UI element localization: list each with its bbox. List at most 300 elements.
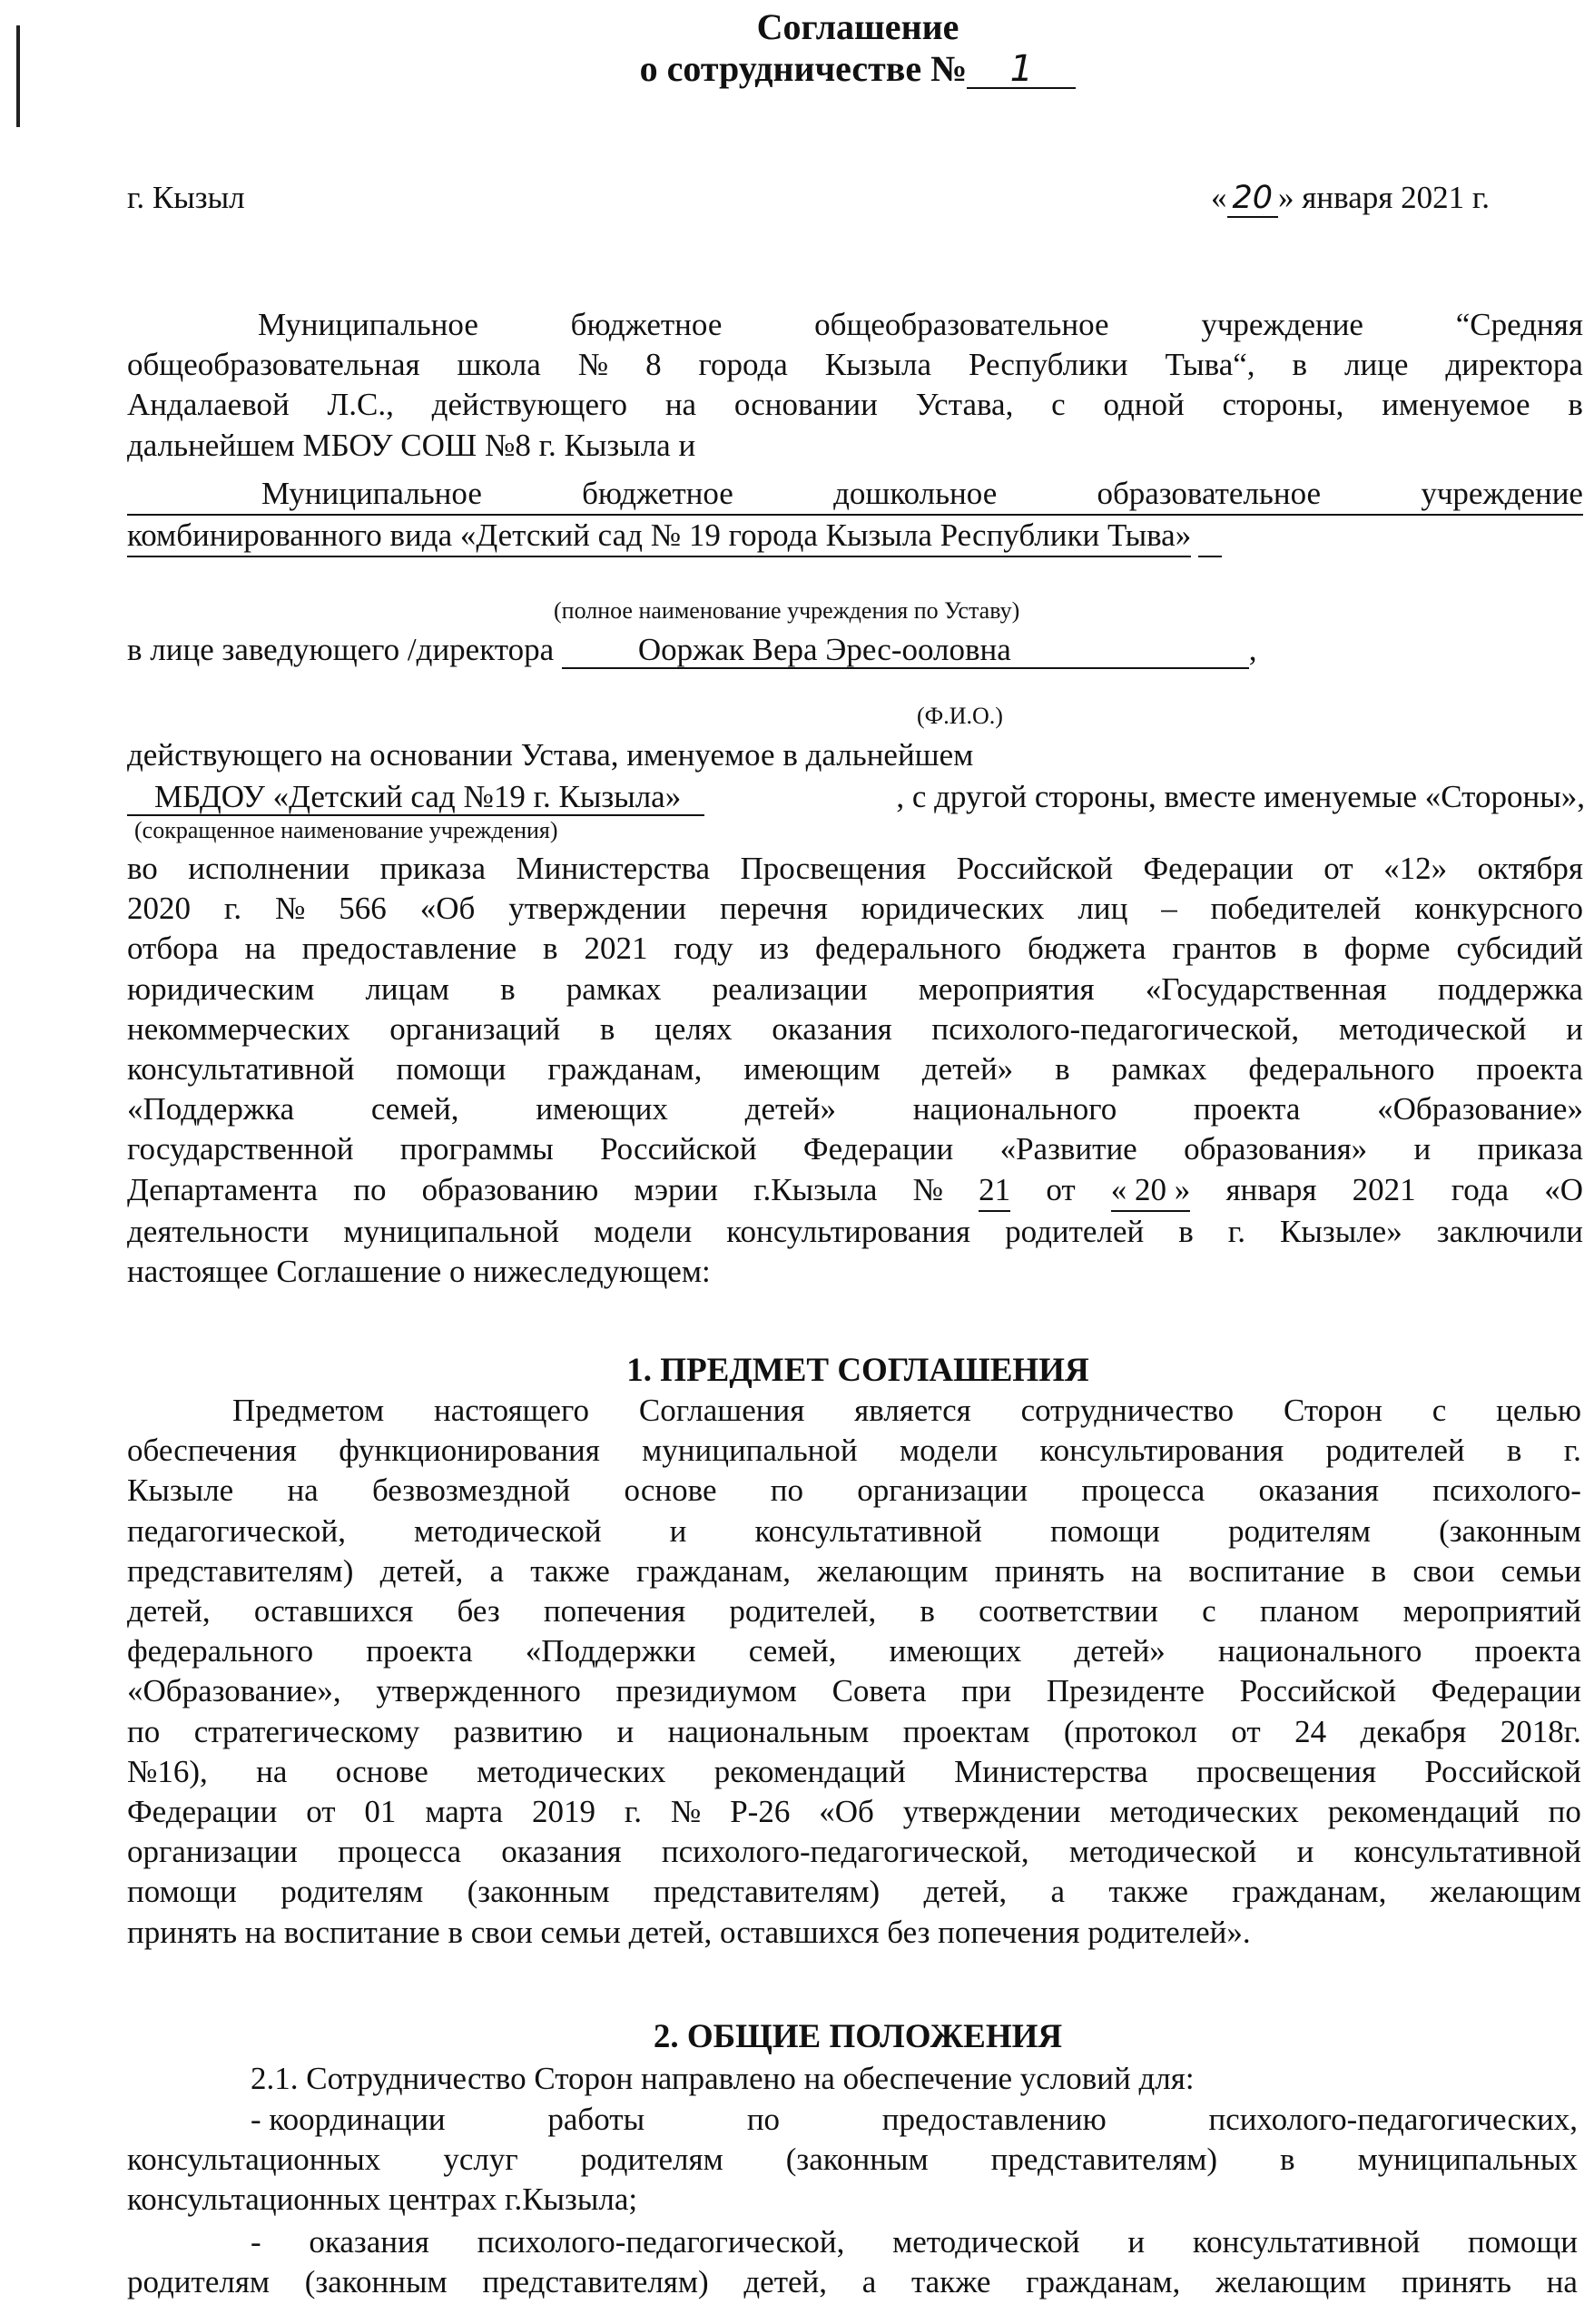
word: 2019 bbox=[531, 1794, 595, 1830]
word: года bbox=[1451, 1171, 1510, 1207]
section1-line bbox=[127, 1671, 1581, 1711]
date-day: 20 bbox=[1227, 180, 1279, 218]
word: “Средняя bbox=[1455, 307, 1583, 342]
word: организации bbox=[857, 1472, 1028, 1509]
word: учреждение bbox=[1201, 307, 1363, 342]
preamble-body bbox=[127, 849, 1583, 1292]
word: просвещения bbox=[1196, 1753, 1377, 1789]
word: Предметом bbox=[232, 1393, 385, 1428]
section1-line bbox=[127, 1913, 1581, 1953]
word: из bbox=[759, 931, 790, 967]
word: №16), bbox=[127, 1753, 208, 1789]
word: Министерства bbox=[516, 851, 711, 886]
word: гражданам, bbox=[635, 1552, 792, 1589]
section1-line bbox=[127, 1512, 1581, 1551]
word: муниципальной bbox=[343, 1213, 559, 1249]
word: в bbox=[543, 931, 558, 967]
word: (законным bbox=[785, 2142, 929, 2178]
word: предоставлению bbox=[881, 2102, 1107, 2137]
word: проекта bbox=[1193, 1091, 1301, 1128]
word: Кызыле bbox=[127, 1472, 234, 1509]
word: Президенте bbox=[1046, 1673, 1205, 1709]
word: Совета bbox=[831, 1673, 927, 1709]
word: во bbox=[127, 851, 158, 886]
word: муниципальных bbox=[1357, 2142, 1578, 2178]
word: рамках bbox=[1111, 1051, 1207, 1088]
word: марта bbox=[425, 1794, 504, 1830]
word: Устава, bbox=[915, 387, 1014, 423]
word: рекомендаций bbox=[713, 1753, 906, 1789]
word: основе bbox=[335, 1753, 428, 1789]
date bbox=[1211, 178, 1490, 218]
word: консультативной bbox=[127, 1051, 355, 1088]
word: Кызыле» bbox=[1280, 1213, 1402, 1249]
word: на bbox=[244, 931, 276, 967]
short-name: МБДОУ «Детский сад №19 г. Кызыла» bbox=[127, 779, 704, 816]
word: «Развитие bbox=[999, 1131, 1137, 1167]
date-quote-open: « bbox=[1211, 180, 1227, 215]
word: утверждении bbox=[508, 891, 687, 927]
word: «О bbox=[1544, 1171, 1583, 1207]
word: федерального bbox=[815, 931, 1002, 967]
preamble-line-text: дальнейшем МБОУ СОШ №8 г. Кызыла и bbox=[127, 427, 696, 463]
word: мероприятия bbox=[918, 970, 1095, 1007]
word: консультационных bbox=[127, 2142, 381, 2178]
word: является bbox=[854, 1393, 971, 1428]
section1-line bbox=[127, 1631, 1581, 1671]
word: детей» bbox=[1074, 1633, 1166, 1669]
word: национального bbox=[912, 1091, 1117, 1128]
word: основе bbox=[624, 1472, 717, 1509]
party2-full-name bbox=[127, 474, 1583, 557]
word: «Об bbox=[419, 891, 476, 927]
word: методической bbox=[892, 2224, 1080, 2260]
word: также bbox=[1108, 1874, 1188, 1910]
word: Муниципальное bbox=[261, 476, 482, 511]
word: исполнении bbox=[188, 851, 350, 886]
word: № bbox=[577, 347, 609, 383]
word: по bbox=[353, 1171, 387, 1207]
word: педагогической, bbox=[127, 1512, 346, 1549]
word: декабря bbox=[1360, 1713, 1467, 1749]
word: детей, bbox=[743, 2264, 828, 2300]
word: представителям) bbox=[653, 1874, 881, 1910]
word: на bbox=[664, 387, 697, 423]
word: Муниципальное bbox=[258, 307, 478, 342]
word: 24 bbox=[1294, 1713, 1327, 1749]
word: безвозмездной bbox=[371, 1472, 571, 1509]
word: конкурсного bbox=[1414, 891, 1583, 927]
acting-line: действующего на основании Устава, именуемое в дальнейшем bbox=[127, 737, 974, 773]
head-prefix: в лице заведующего /директора bbox=[127, 632, 555, 667]
word: представителям) bbox=[990, 2142, 1218, 2178]
word: желающим bbox=[817, 1552, 969, 1589]
word: на bbox=[1131, 1552, 1163, 1589]
word: родителям bbox=[127, 2264, 271, 2300]
word: мэрии bbox=[634, 1171, 718, 1207]
word: рамках bbox=[566, 970, 662, 1007]
word: Л.С., bbox=[327, 387, 394, 423]
word: лиц bbox=[1077, 891, 1128, 927]
word: учреждение bbox=[1421, 476, 1583, 511]
word: утверждении bbox=[902, 1794, 1081, 1830]
word: гражданам, bbox=[1026, 2264, 1181, 2300]
word: «Поддержка bbox=[127, 1091, 295, 1128]
bullet2-line bbox=[127, 2222, 1578, 2262]
word: методической bbox=[1338, 1010, 1527, 1047]
section1-line bbox=[127, 1832, 1581, 1872]
word: целью bbox=[1496, 1393, 1581, 1428]
body-line bbox=[127, 929, 1583, 969]
word: «Об bbox=[819, 1794, 874, 1830]
word: проекта bbox=[1476, 1051, 1583, 1088]
word: программы bbox=[399, 1131, 554, 1167]
word: 566 bbox=[339, 891, 387, 927]
word: бюджетное bbox=[570, 307, 723, 342]
word: а bbox=[489, 1552, 504, 1589]
word: « 20 » bbox=[1111, 1170, 1191, 1212]
word: Федерации bbox=[802, 1131, 954, 1167]
word: 2020 bbox=[127, 891, 191, 927]
word: оставшихся bbox=[253, 1593, 414, 1630]
word: (законным bbox=[467, 1874, 610, 1910]
body-line bbox=[127, 1009, 1583, 1049]
word: соответствии bbox=[979, 1593, 1158, 1630]
word: на bbox=[1546, 2264, 1578, 2300]
word: свои bbox=[1412, 1552, 1475, 1589]
body-line bbox=[127, 1129, 1583, 1169]
word: оказания bbox=[772, 1010, 892, 1047]
word: реализации bbox=[712, 970, 868, 1007]
word: организации bbox=[127, 1834, 298, 1870]
word: приказа bbox=[379, 851, 487, 886]
caption-fio: (Ф.И.О.) bbox=[917, 703, 1003, 729]
section1-line bbox=[127, 1872, 1581, 1912]
word: и bbox=[1296, 1834, 1314, 1870]
word: в bbox=[1568, 387, 1583, 423]
caption-short-name: (сокращенное наименование учреждения) bbox=[134, 817, 558, 843]
word: с bbox=[1202, 1593, 1216, 1630]
word: услуг bbox=[443, 2142, 518, 2178]
section2-bullet2 bbox=[127, 2222, 1578, 2302]
word: - координации bbox=[251, 2102, 446, 2137]
word: по bbox=[1548, 1794, 1581, 1830]
word: от bbox=[306, 1794, 336, 1830]
word: именуемое bbox=[1382, 387, 1530, 423]
section1-line bbox=[127, 1551, 1581, 1591]
word: консультативной bbox=[1353, 1834, 1581, 1870]
word: методических bbox=[1109, 1794, 1299, 1830]
document-subtitle bbox=[0, 47, 1594, 91]
word: 2021 bbox=[1352, 1171, 1416, 1207]
word: родителей bbox=[1005, 1213, 1145, 1249]
word: некоммерческих bbox=[127, 1010, 350, 1047]
word: Департамента bbox=[127, 1171, 319, 1207]
word: без bbox=[457, 1593, 500, 1630]
body-line bbox=[127, 889, 1583, 929]
word: в bbox=[920, 1593, 935, 1630]
head-suffix: , bbox=[1248, 632, 1257, 667]
word: поддержка bbox=[1437, 970, 1583, 1007]
word: «Поддержки bbox=[525, 1633, 696, 1669]
preamble-line bbox=[127, 426, 1583, 466]
word: - bbox=[251, 2224, 261, 2260]
word: «Образование» bbox=[1377, 1091, 1583, 1128]
word: родителям bbox=[580, 2142, 723, 2178]
word: консультирования bbox=[1039, 1433, 1284, 1469]
word: методических bbox=[477, 1753, 666, 1789]
word: от bbox=[1231, 1713, 1261, 1749]
word: бюджета bbox=[1028, 931, 1146, 967]
word: проекта bbox=[1474, 1633, 1581, 1669]
word: мероприятий bbox=[1402, 1593, 1581, 1630]
word: психолого-педагогической, bbox=[661, 1834, 1029, 1870]
word: 8 bbox=[645, 347, 662, 383]
word: с bbox=[1051, 387, 1066, 423]
word: отбора bbox=[127, 931, 219, 967]
word: общеобразовательная bbox=[127, 347, 420, 383]
word: детей, bbox=[127, 1593, 211, 1630]
word: от bbox=[1046, 1171, 1076, 1207]
word: Соглашения bbox=[638, 1393, 805, 1428]
word: а bbox=[1050, 1874, 1066, 1910]
agreement-number: 1 bbox=[967, 51, 1076, 89]
word: родителям bbox=[1227, 1512, 1372, 1549]
word: Федерации bbox=[1431, 1673, 1581, 1709]
date-quote-close: » bbox=[1278, 180, 1294, 215]
word: психолого-педагогической, bbox=[931, 1010, 1300, 1047]
word: Федерации bbox=[1143, 851, 1294, 886]
word: семей, bbox=[748, 1633, 837, 1669]
word: принять bbox=[1401, 2264, 1511, 2300]
word: национального bbox=[1217, 1633, 1422, 1669]
word: методической bbox=[1068, 1834, 1257, 1870]
preamble-line bbox=[127, 385, 1583, 425]
word: Российской bbox=[1239, 1673, 1397, 1709]
word: психолого-педагогической, bbox=[477, 2224, 845, 2260]
word: детей, bbox=[379, 1552, 464, 1589]
word: деятельности bbox=[127, 1213, 310, 1249]
word: (законным bbox=[1439, 1512, 1581, 1549]
word: лицам bbox=[365, 970, 450, 1007]
word: оказания bbox=[1258, 1472, 1379, 1509]
preamble-line bbox=[127, 345, 1583, 385]
word: принять bbox=[994, 1552, 1105, 1589]
word: а bbox=[861, 2264, 877, 2300]
word: планом bbox=[1259, 1593, 1360, 1630]
word: консультативной bbox=[1192, 2224, 1421, 2260]
word: одной bbox=[1103, 387, 1185, 423]
word: консультирования bbox=[726, 1213, 971, 1249]
word: г.Кызыла bbox=[753, 1171, 878, 1207]
word: сотрудничество bbox=[1020, 1393, 1235, 1428]
word: желающим bbox=[1430, 1874, 1581, 1910]
word: победителей bbox=[1210, 891, 1382, 927]
short-name-line bbox=[127, 777, 1585, 817]
word: в bbox=[1371, 1552, 1387, 1589]
word: в bbox=[1292, 347, 1308, 383]
word: Российской bbox=[600, 1131, 757, 1167]
body-line bbox=[127, 970, 1583, 1009]
bullet1-line bbox=[127, 2100, 1578, 2140]
section1-line bbox=[127, 1471, 1581, 1511]
word: имеющих bbox=[889, 1633, 1022, 1669]
word: в bbox=[1303, 931, 1318, 967]
word: в bbox=[1506, 1433, 1522, 1469]
word: Р-26 bbox=[730, 1794, 791, 1830]
word: оказания bbox=[309, 2224, 429, 2260]
word: Тыва“, bbox=[1165, 347, 1255, 383]
section1-line bbox=[127, 1391, 1581, 1431]
word: в bbox=[1178, 1213, 1194, 1249]
word: общеобразовательное bbox=[814, 307, 1109, 342]
bullet1-line bbox=[127, 2140, 1578, 2180]
word: от bbox=[1323, 851, 1353, 886]
word: Российской bbox=[1424, 1753, 1581, 1789]
subtitle-prefix: о сотрудничестве № bbox=[639, 48, 968, 89]
word: субсидий bbox=[1456, 931, 1583, 967]
head-name: Ооржак Вера Эрес-ооловна bbox=[562, 632, 1249, 669]
word: государственной bbox=[127, 1131, 354, 1167]
word: имеющим bbox=[743, 1051, 881, 1088]
word: № bbox=[912, 1171, 944, 1207]
word: основании bbox=[733, 387, 878, 423]
word: и bbox=[1127, 2224, 1146, 2260]
party2-underline-tail bbox=[1198, 516, 1222, 557]
word: процесса bbox=[338, 1834, 462, 1870]
word: в bbox=[599, 1010, 615, 1047]
word: работы bbox=[547, 2102, 645, 2137]
word: по bbox=[746, 2102, 781, 2137]
section1-heading: 1. ПРЕДМЕТ СОГЛАШЕНИЯ bbox=[626, 1352, 1089, 1389]
word: грантов bbox=[1172, 931, 1277, 967]
word: января bbox=[1225, 1171, 1317, 1207]
word: в bbox=[1280, 2142, 1295, 2178]
word: образования» bbox=[1184, 1131, 1368, 1167]
word: психолого- bbox=[1432, 1472, 1581, 1509]
word: также bbox=[530, 1552, 610, 1589]
word: «12» bbox=[1383, 851, 1448, 886]
word: функционирования bbox=[339, 1433, 600, 1469]
word: помощи bbox=[1049, 1512, 1160, 1549]
word: на bbox=[287, 1472, 319, 1509]
section1-line bbox=[127, 1431, 1581, 1471]
word: попечения bbox=[543, 1593, 686, 1630]
word: г. bbox=[1563, 1433, 1581, 1469]
word: 21 bbox=[979, 1170, 1010, 1212]
word: «Государственная bbox=[1145, 970, 1387, 1007]
short-name-suffix: , с другой стороны, вместе именуемые «Стороны», bbox=[896, 779, 1585, 814]
word: действующего bbox=[431, 387, 628, 423]
word: школа bbox=[457, 347, 541, 383]
bullet1-line-text: консультационных центрах г.Кызыла; bbox=[127, 2181, 638, 2218]
word: проектам bbox=[902, 1713, 1030, 1749]
word: с bbox=[1432, 1393, 1447, 1428]
word: гражданам, bbox=[547, 1051, 703, 1088]
word: президиумом bbox=[615, 1673, 797, 1709]
section2-heading: 2. ОБЩИЕ ПОЛОЖЕНИЯ bbox=[653, 2018, 1063, 2055]
word: образовательное bbox=[1097, 476, 1322, 511]
word: родителей bbox=[1325, 1433, 1465, 1469]
word: представителям) bbox=[127, 1552, 354, 1589]
word: на bbox=[256, 1753, 288, 1789]
word: юридических bbox=[861, 891, 1045, 927]
word: Федерации bbox=[127, 1794, 278, 1830]
word: г. bbox=[1227, 1213, 1245, 1249]
city: г. Кызыл bbox=[127, 180, 245, 215]
section1-line bbox=[127, 1752, 1581, 1792]
word: организаций bbox=[389, 1010, 561, 1047]
word: заключили bbox=[1436, 1213, 1583, 1249]
word: оказания bbox=[501, 1834, 622, 1870]
word: развитию bbox=[453, 1713, 583, 1749]
word: (законным bbox=[304, 2264, 448, 2300]
body-line bbox=[127, 1170, 1583, 1212]
party2-line bbox=[127, 474, 1583, 516]
word: рекомендаций bbox=[1327, 1794, 1520, 1830]
word: Андалаевой bbox=[127, 387, 290, 423]
word: № bbox=[670, 1794, 702, 1830]
word: и bbox=[1566, 1010, 1583, 1047]
word: целях bbox=[654, 1010, 733, 1047]
word: 01 bbox=[364, 1794, 397, 1830]
word: 2018г. bbox=[1500, 1713, 1581, 1749]
word: директора bbox=[1445, 347, 1583, 383]
word: Российской bbox=[956, 851, 1114, 886]
body-line bbox=[127, 1089, 1583, 1129]
party2-line-text: комбинированного вида «Детский сад № 19 города Кызыла Республики Тыва» bbox=[127, 516, 1191, 557]
word: настоящего bbox=[433, 1393, 590, 1428]
word: г. bbox=[624, 1794, 643, 1830]
word: образованию bbox=[421, 1171, 599, 1207]
word: гражданам, bbox=[1232, 1874, 1387, 1910]
body-line-text: настоящее Соглашение о нижеследующем: bbox=[127, 1254, 711, 1290]
body-line bbox=[127, 1252, 1583, 1292]
word: родителей, bbox=[729, 1593, 877, 1630]
word: году bbox=[674, 931, 733, 967]
word: при bbox=[961, 1673, 1012, 1709]
word: консультативной bbox=[754, 1512, 982, 1549]
word: детей» bbox=[744, 1091, 837, 1128]
section2-bullet1 bbox=[127, 2100, 1578, 2221]
word: проекта bbox=[366, 1633, 473, 1669]
word: Республики bbox=[968, 347, 1128, 383]
word: помощи bbox=[396, 1051, 507, 1088]
word: национальным bbox=[667, 1713, 870, 1749]
word: обеспечения bbox=[127, 1433, 297, 1469]
word: дошкольное bbox=[833, 476, 998, 511]
word: Кызыла bbox=[824, 347, 931, 383]
word: октября bbox=[1477, 851, 1583, 886]
body-line bbox=[127, 1212, 1583, 1252]
word: в bbox=[1055, 1051, 1070, 1088]
word: Сторон bbox=[1283, 1393, 1382, 1428]
word: помощи bbox=[1468, 2224, 1578, 2260]
preamble-line bbox=[127, 305, 1583, 345]
body-line bbox=[127, 1049, 1583, 1089]
word: г. bbox=[223, 891, 242, 927]
section1-line bbox=[127, 1591, 1581, 1631]
word: семей, bbox=[370, 1091, 459, 1128]
word: юридическим bbox=[127, 970, 315, 1007]
word: утвержденного bbox=[376, 1673, 581, 1709]
word: методической bbox=[414, 1512, 602, 1549]
word: семьи bbox=[1501, 1552, 1581, 1589]
word: (протокол bbox=[1063, 1713, 1197, 1749]
word: воспитание bbox=[1188, 1552, 1345, 1589]
word: и bbox=[1413, 1131, 1432, 1167]
word: модели bbox=[899, 1433, 999, 1469]
